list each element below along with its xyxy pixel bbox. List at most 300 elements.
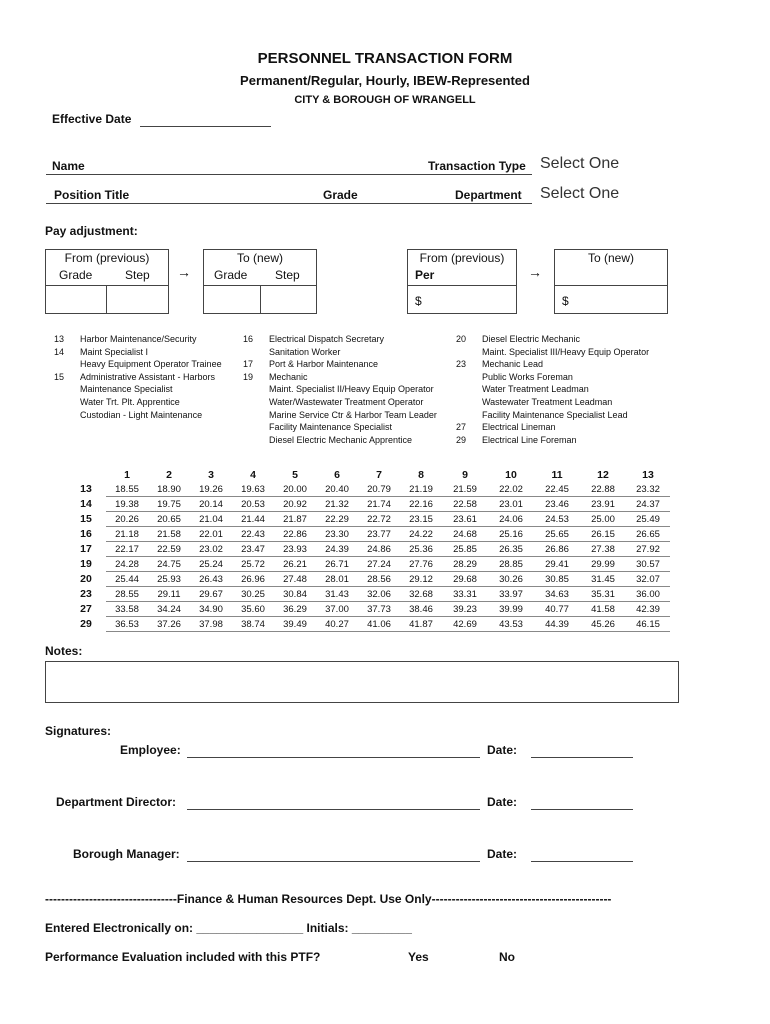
pay-rate-cell: 24.28	[106, 557, 148, 572]
grade-list-item	[243, 371, 458, 384]
form-subtitle: Permanent/Regular, Hourly, IBEW-Represented	[240, 73, 530, 88]
row-grade: 16	[80, 528, 92, 540]
position-name: Diesel Electric Mechanic	[482, 334, 581, 344]
manager-signature-field[interactable]	[187, 861, 480, 862]
pay-rate-cell: 30.57	[626, 557, 670, 572]
name-label: Name	[52, 159, 85, 173]
pay-rate-cell: 20.00	[274, 482, 316, 497]
pay-adjustment-label: Pay adjustment:	[45, 224, 138, 238]
pay-rate-cell: 25.16	[488, 527, 534, 542]
pay-rate-cell: 22.72	[358, 512, 400, 527]
name-field[interactable]	[46, 174, 532, 175]
grade-list-item	[243, 346, 458, 359]
from-previous-label: From (previous)	[64, 251, 150, 265]
grade-list-item	[456, 358, 686, 371]
pay-rate-cell: 32.68	[400, 587, 442, 602]
pay-rate-cell: 28.85	[488, 557, 534, 572]
pay-rate-cell: 24.22	[400, 527, 442, 542]
grade-number: 20	[456, 334, 467, 344]
to-amount-header	[554, 249, 668, 286]
transaction-type-select[interactable]: Select One	[540, 155, 620, 172]
pay-rate-cell: 33.97	[488, 587, 534, 602]
pay-rate-cell: 19.38	[106, 497, 148, 512]
pay-rate-cell: 19.63	[232, 482, 274, 497]
grade-number	[54, 396, 80, 409]
pay-rate-cell: 27.76	[400, 557, 442, 572]
position-name: Electrical Dispatch Secretary	[269, 334, 385, 344]
position-name: Wastewater Treatment Leadman	[482, 396, 613, 407]
pay-rate-cell: 22.29	[316, 512, 358, 527]
to-new-amount-label: To (new)	[587, 251, 634, 265]
pay-rate-cell: 22.58	[442, 497, 488, 512]
table-row	[66, 482, 670, 497]
perf-eval-label: Performance Evaluation included with this PTF?	[45, 950, 321, 964]
pay-rate-cell: 41.58	[580, 602, 626, 617]
position-name: Heavy Equipment Operator Trainee	[80, 359, 222, 370]
to-amount-input[interactable]	[554, 285, 668, 314]
pay-rate-cell: 25.72	[232, 557, 274, 572]
pay-rate-cell: 41.06	[358, 617, 400, 632]
step-header: 6	[334, 469, 340, 481]
pay-rate-cell: 36.29	[274, 602, 316, 617]
table-row	[66, 572, 670, 587]
step-header: 8	[418, 469, 424, 481]
pay-rate-cell: 37.98	[190, 617, 232, 632]
pay-rate-cell: 25.00	[580, 512, 626, 527]
grade-number	[243, 396, 269, 409]
pay-rate-cell: 33.58	[106, 602, 148, 617]
grade-number: 15	[54, 371, 65, 382]
pay-rate-cell: 28.29	[442, 557, 488, 572]
pay-rate-cell: 33.31	[442, 587, 488, 602]
pay-rate-cell: 42.39	[626, 602, 670, 617]
step-header: 1	[124, 469, 130, 481]
grade-number	[54, 409, 80, 422]
transaction-type-label: Transaction Type	[428, 159, 526, 173]
pay-rate-cell: 24.53	[534, 512, 580, 527]
grade-list-item	[243, 383, 458, 396]
grade-list-item	[456, 371, 686, 384]
position-name: Marine Service Ctr & Harbor Team Leader	[269, 409, 437, 420]
employee-date-field[interactable]	[531, 757, 633, 758]
pay-rate-cell: 30.25	[232, 587, 274, 602]
grade-list-item	[456, 383, 686, 396]
pay-rate-cell: 20.65	[148, 512, 190, 527]
grade-number: 29	[456, 434, 467, 445]
pay-rate-cell: 20.53	[232, 497, 274, 512]
pay-rate-cell: 26.43	[190, 572, 232, 587]
pay-rate-cell: 21.18	[106, 527, 148, 542]
grade-number	[243, 409, 269, 422]
grade-list-item	[54, 346, 244, 359]
grade-number: 19	[243, 371, 254, 382]
director-label: Department Director:	[56, 795, 177, 809]
grade-column-header	[66, 468, 106, 482]
pay-rate-cell: 40.27	[316, 617, 358, 632]
pay-rate-cell: 24.39	[316, 542, 358, 557]
pay-rate-cell: 41.87	[400, 617, 442, 632]
grade-list-item	[243, 396, 458, 409]
pay-rate-cell: 46.15	[626, 617, 670, 632]
position-name: Facility Maintenance Specialist	[269, 422, 393, 433]
pay-rate-cell: 27.38	[580, 542, 626, 557]
pay-rate-cell: 29.41	[534, 557, 580, 572]
pay-rate-cell: 19.75	[148, 497, 190, 512]
pay-rate-cell: 29.67	[190, 587, 232, 602]
grade-number: 14	[54, 346, 65, 357]
grade-number	[243, 434, 269, 447]
pay-rate-cell: 37.00	[316, 602, 358, 617]
position-name: Maint. Specialist III/Heavy Equip Operator	[482, 346, 650, 357]
row-grade: 14	[80, 498, 92, 510]
pay-rate-cell: 32.06	[358, 587, 400, 602]
grade-list-col2	[243, 333, 458, 446]
pay-rate-cell: 28.01	[316, 572, 358, 587]
pay-rate-cell: 23.91	[580, 497, 626, 512]
table-row	[66, 512, 670, 527]
grade-number	[243, 346, 269, 359]
table-row	[66, 527, 670, 542]
table-row	[66, 617, 670, 632]
pay-rate-cell: 26.21	[274, 557, 316, 572]
pay-rate-cell: 22.45	[534, 482, 580, 497]
pay-rate-cell: 22.88	[580, 482, 626, 497]
pay-rate-cell: 23.93	[274, 542, 316, 557]
grade-list-item	[54, 383, 244, 396]
position-name: Administrative Assistant - Harbors	[80, 371, 216, 382]
pay-rate-cell: 43.53	[488, 617, 534, 632]
grade-list-item	[456, 346, 686, 359]
pay-rate-cell: 25.49	[626, 512, 670, 527]
table-row	[66, 542, 670, 557]
pay-rate-cell: 35.31	[580, 587, 626, 602]
pay-scale-table	[66, 468, 670, 632]
table-row	[66, 587, 670, 602]
from-step-label: Step	[125, 268, 150, 282]
to-grade-label: Grade	[214, 268, 248, 282]
pay-rate-cell: 28.56	[358, 572, 400, 587]
row-grade: 19	[80, 558, 92, 570]
position-name: Public Works Foreman	[482, 371, 573, 382]
pay-rate-cell: 24.75	[148, 557, 190, 572]
grade-number: 13	[54, 334, 65, 344]
grade-list-item	[54, 358, 244, 371]
pay-rate-cell: 23.46	[534, 497, 580, 512]
row-grade: 23	[80, 588, 92, 600]
step-header: 5	[292, 469, 298, 481]
grade-list-item	[243, 421, 458, 434]
manager-label: Borough Manager:	[73, 847, 180, 861]
pay-rate-cell: 39.99	[488, 602, 534, 617]
grade-number: 17	[243, 359, 254, 370]
pay-rate-cell: 27.24	[358, 557, 400, 572]
pay-rate-cell: 37.26	[148, 617, 190, 632]
pay-rate-cell: 34.24	[148, 602, 190, 617]
pay-rate-cell: 19.26	[190, 482, 232, 497]
position-field[interactable]	[46, 203, 532, 204]
grade-number	[456, 371, 482, 384]
grade-list-item	[243, 358, 458, 371]
grade-number: 27	[456, 422, 467, 433]
director-date-field[interactable]	[531, 809, 633, 810]
pay-rate-cell: 26.96	[232, 572, 274, 587]
from-amount-input[interactable]	[407, 285, 517, 314]
grade-list-item	[54, 396, 244, 409]
director-signature-field[interactable]	[187, 809, 480, 810]
pay-rate-cell: 31.43	[316, 587, 358, 602]
to-new-label: To (new)	[236, 251, 283, 265]
department-label: Department	[455, 188, 522, 202]
to-grade-input[interactable]	[203, 285, 261, 314]
yes-option[interactable]: Yes	[408, 950, 429, 964]
pay-rate-cell: 30.84	[274, 587, 316, 602]
pay-rate-cell: 25.65	[534, 527, 580, 542]
position-name: Mechanic	[269, 371, 308, 382]
from-previous-per-label: From (previous)	[419, 251, 505, 265]
grade-number	[54, 383, 80, 396]
row-grade: 29	[80, 618, 92, 630]
grade-list-col1	[54, 333, 244, 421]
pay-rate-cell: 24.68	[442, 527, 488, 542]
arrow-right-icon: →	[177, 264, 191, 280]
pay-rate-cell: 26.71	[316, 557, 358, 572]
pay-rate-cell: 25.93	[148, 572, 190, 587]
from-step-input[interactable]	[106, 285, 169, 314]
pay-rate-cell: 22.43	[232, 527, 274, 542]
pay-rate-cell: 34.63	[534, 587, 580, 602]
step-header: 12	[597, 469, 609, 481]
position-name: Mechanic Lead	[482, 359, 544, 370]
pay-rate-cell: 39.23	[442, 602, 488, 617]
row-grade: 17	[80, 543, 92, 555]
pay-rate-cell: 23.32	[626, 482, 670, 497]
pay-rate-cell: 25.85	[442, 542, 488, 557]
no-option[interactable]: No	[499, 950, 515, 964]
employee-signature-field[interactable]	[187, 757, 480, 758]
pay-rate-cell: 22.01	[190, 527, 232, 542]
pay-rate-cell: 39.49	[274, 617, 316, 632]
position-name: Electrical Lineman	[482, 422, 556, 433]
pay-rate-cell: 25.44	[106, 572, 148, 587]
grade-number	[456, 396, 482, 409]
position-name: Water Trt. Plt. Apprentice	[80, 396, 180, 407]
finance-divider: ---------------------------------Finance & Human Resources Dept. Use Only---------------------------------------------	[45, 892, 612, 906]
grade-list-item	[456, 434, 686, 447]
pay-rate-cell: 29.68	[442, 572, 488, 587]
pay-rate-cell: 21.19	[400, 482, 442, 497]
pay-rate-cell: 45.26	[580, 617, 626, 632]
row-grade: 15	[80, 513, 92, 525]
pay-rate-cell: 22.02	[488, 482, 534, 497]
position-name: Sanitation Worker	[269, 346, 341, 357]
pay-rate-cell: 21.58	[148, 527, 190, 542]
pay-rate-cell: 38.74	[232, 617, 274, 632]
pay-rate-cell: 38.46	[400, 602, 442, 617]
grade-list-item	[456, 421, 686, 434]
pay-rate-cell: 42.69	[442, 617, 488, 632]
table-row	[66, 557, 670, 572]
step-header: 11	[551, 469, 563, 481]
grade-list-item	[54, 333, 244, 346]
pay-rate-cell: 31.45	[580, 572, 626, 587]
entered-electronically-line[interactable]: Entered Electronically on: ________________ Initials: _________	[45, 921, 412, 935]
grade-label: Grade	[323, 188, 358, 202]
pay-rate-cell: 26.86	[534, 542, 580, 557]
step-header: 4	[250, 469, 256, 481]
pay-rate-cell: 20.40	[316, 482, 358, 497]
pay-rate-cell: 25.24	[190, 557, 232, 572]
arrow-right-icon: →	[528, 264, 542, 280]
pay-rate-cell: 23.02	[190, 542, 232, 557]
position-name: Electrical Line Foreman	[482, 434, 577, 445]
effective-date-label: Effective Date	[52, 112, 132, 126]
pay-rate-cell: 23.47	[232, 542, 274, 557]
org-name: CITY & BOROUGH OF WRANGELL	[294, 94, 476, 106]
pay-rate-cell: 36.00	[626, 587, 670, 602]
pay-rate-cell: 23.61	[442, 512, 488, 527]
position-name: Maint Specialist I	[80, 346, 149, 357]
position-name: Maintenance Specialist	[80, 384, 173, 395]
from-grade-step-header	[45, 249, 169, 286]
pay-rate-cell: 29.11	[148, 587, 190, 602]
pay-rate-cell: 27.92	[626, 542, 670, 557]
grade-list-item	[243, 333, 458, 346]
grade-list-item	[54, 409, 244, 422]
pay-rate-cell: 24.37	[626, 497, 670, 512]
pay-rate-cell: 18.55	[106, 482, 148, 497]
grade-number	[456, 383, 482, 396]
position-title-label: Position Title	[54, 188, 130, 202]
position-name: Harbor Maintenance/Security	[80, 334, 197, 344]
pay-rate-cell: 23.15	[400, 512, 442, 527]
row-grade: 13	[80, 483, 92, 496]
pay-rate-cell: 29.99	[580, 557, 626, 572]
pay-rate-cell: 26.35	[488, 542, 534, 557]
pay-rate-cell: 21.32	[316, 497, 358, 512]
dollar-sign: $	[562, 294, 569, 308]
grade-list-item	[54, 371, 244, 384]
position-name: Water/Wastewater Treatment Operator	[269, 396, 424, 407]
pay-rate-cell: 20.79	[358, 482, 400, 497]
pay-rate-cell: 21.74	[358, 497, 400, 512]
grade-number: 23	[456, 359, 467, 370]
table-row	[66, 602, 670, 617]
grade-list-item	[456, 409, 686, 422]
position-name: Maint. Specialist II/Heavy Equip Operator	[269, 384, 434, 395]
pay-rate-cell: 22.16	[400, 497, 442, 512]
pay-rate-cell: 21.59	[442, 482, 488, 497]
grade-list-col3	[456, 333, 686, 446]
pay-rate-cell: 30.26	[488, 572, 534, 587]
dollar-sign: $	[415, 294, 422, 308]
per-label[interactable]: Per	[415, 268, 435, 282]
pay-rate-cell: 23.01	[488, 497, 534, 512]
grade-list-item	[243, 409, 458, 422]
pay-rate-cell: 24.86	[358, 542, 400, 557]
row-grade: 20	[80, 573, 92, 585]
pay-rate-cell: 27.48	[274, 572, 316, 587]
pay-rate-cell: 21.44	[232, 512, 274, 527]
from-grade-input[interactable]	[45, 285, 107, 314]
position-name: Diesel Electric Mechanic Apprentice	[269, 434, 413, 445]
manager-date-label: Date:	[487, 847, 518, 861]
step-header: 3	[208, 469, 214, 481]
step-header: 9	[462, 469, 468, 481]
row-grade: 27	[80, 603, 92, 615]
grade-number	[456, 409, 482, 422]
manager-date-field[interactable]	[531, 861, 633, 862]
pay-rate-cell: 20.26	[106, 512, 148, 527]
to-grade-step-header	[203, 249, 317, 286]
director-date-label: Date:	[487, 795, 518, 809]
pay-rate-cell: 21.87	[274, 512, 316, 527]
pay-rate-cell: 22.86	[274, 527, 316, 542]
pay-rate-cell: 28.55	[106, 587, 148, 602]
pay-rate-cell: 20.14	[190, 497, 232, 512]
grade-number	[243, 421, 269, 434]
step-header: 10	[505, 469, 517, 481]
pay-rate-cell: 32.07	[626, 572, 670, 587]
step-header: 2	[166, 469, 172, 481]
grade-number: 16	[243, 334, 254, 344]
department-select[interactable]: Select One	[540, 185, 620, 202]
position-name: Custodian - Light Maintenance	[80, 409, 203, 420]
signatures-label: Signatures:	[45, 724, 112, 738]
from-per-header	[407, 249, 517, 286]
pay-rate-cell: 24.06	[488, 512, 534, 527]
table-row	[66, 497, 670, 512]
grade-number	[456, 346, 482, 359]
to-step-label: Step	[275, 268, 300, 282]
grade-list-item	[456, 333, 686, 346]
pay-rate-cell: 37.73	[358, 602, 400, 617]
pay-rate-cell: 26.65	[626, 527, 670, 542]
pay-rate-cell: 18.90	[148, 482, 190, 497]
notes-field[interactable]	[45, 661, 679, 703]
form-title: PERSONNEL TRANSACTION FORM	[257, 50, 513, 67]
employee-date-label: Date:	[487, 743, 518, 757]
grade-number	[243, 383, 269, 396]
pay-rate-cell: 23.77	[358, 527, 400, 542]
pay-rate-cell: 44.39	[534, 617, 580, 632]
pay-rate-cell: 22.17	[106, 542, 148, 557]
grade-number	[54, 358, 80, 371]
employee-label: Employee:	[120, 743, 181, 757]
position-name: Water Treatment Leadman	[482, 384, 589, 395]
pay-rate-cell: 35.60	[232, 602, 274, 617]
position-name: Port & Harbor Maintenance	[269, 359, 379, 370]
pay-rate-cell: 40.77	[534, 602, 580, 617]
pay-rate-cell: 25.36	[400, 542, 442, 557]
pay-rate-cell: 30.85	[534, 572, 580, 587]
pay-rate-cell: 20.92	[274, 497, 316, 512]
notes-label: Notes:	[45, 644, 83, 658]
grade-list-item	[243, 434, 458, 447]
pay-rate-cell: 36.53	[106, 617, 148, 632]
to-step-input[interactable]	[260, 285, 317, 314]
pay-rate-cell: 21.04	[190, 512, 232, 527]
pay-rate-cell: 26.15	[580, 527, 626, 542]
step-header: 7	[376, 469, 382, 481]
grade-list-item	[456, 396, 686, 409]
effective-date-field[interactable]	[140, 126, 271, 127]
pay-rate-cell: 34.90	[190, 602, 232, 617]
from-grade-label: Grade	[59, 268, 93, 282]
step-header: 13	[642, 469, 654, 481]
pay-rate-cell: 23.30	[316, 527, 358, 542]
pay-rate-cell: 22.59	[148, 542, 190, 557]
position-name: Facility Maintenance Specialist Lead	[482, 409, 628, 420]
